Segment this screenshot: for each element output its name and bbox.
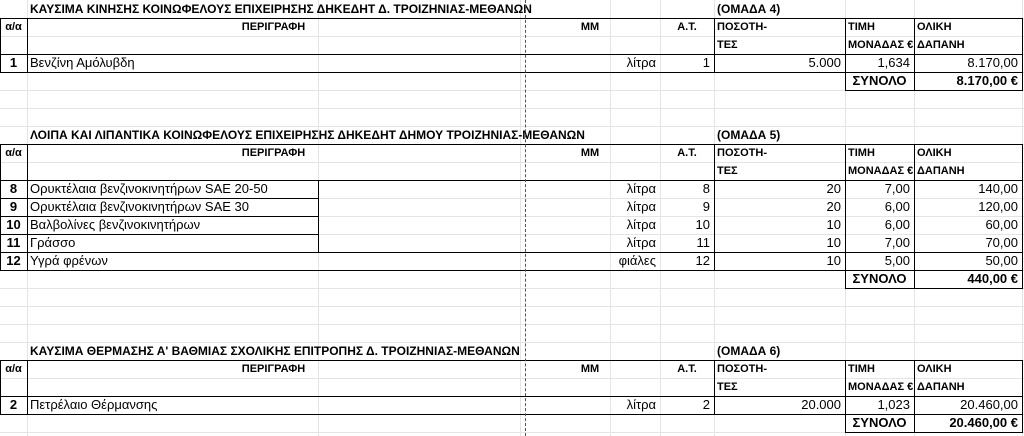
sum-border [845,414,1023,433]
column-border [845,18,846,72]
group-label: (ΟΜΑΔΑ 6) [717,344,781,358]
header-at[interactable]: Α.Τ. [677,147,697,159]
row-number[interactable]: 8 [9,181,18,196]
header-bottom-border [0,396,1023,397]
row-total[interactable]: 50,00 [985,253,1018,268]
table-border [0,360,1023,415]
row-unit-price[interactable]: 6,00 [884,217,910,232]
sum-divider [914,72,915,90]
header-unit-price-2[interactable]: ΜΟΝΑΔΑΣ € [848,39,914,51]
header-total[interactable]: ΟΛΙΚΗ [917,21,952,33]
row-quantity[interactable]: 20.000 [801,397,841,412]
header-description[interactable]: ΠΕΡΙΓΡΑΦΗ [241,363,306,375]
row-description[interactable]: Γράσσο [30,235,76,250]
row-unit-measure[interactable]: λίτρα [626,181,656,196]
header-at[interactable]: Α.Τ. [677,363,697,375]
column-border [714,360,715,414]
row-description[interactable]: Βενζίνη Αμόλυβδη [30,55,135,70]
sum-label[interactable]: ΣΥΝΟΛΟ [852,73,907,88]
row-quantity[interactable]: 5.000 [808,55,841,70]
header-total[interactable]: ΟΛΙΚΗ [917,147,952,159]
row-number[interactable]: 9 [9,199,18,214]
section-title-row [0,126,1024,144]
sum-divider [914,414,915,432]
row-number[interactable]: 11 [6,235,21,250]
header-quantity[interactable]: ΠΟΣΟΤΗ- [717,21,767,33]
group-label: (ΟΜΑΔΑ 4) [717,2,781,16]
section-title-row [0,0,1024,18]
header-at[interactable]: Α.Τ. [677,21,697,33]
column-border [845,360,846,414]
column-border [914,360,915,414]
row-description[interactable]: Ορυκτέλαια βενζινοκινητήρων SAE 20-50 [30,181,268,196]
row-unit-price[interactable]: 7,00 [884,181,910,196]
row-description[interactable]: Βαλβολίνες βενζινοκινητήρων [30,217,201,232]
row-unit-measure[interactable]: λίτρα [626,217,656,232]
gridline-horizontal [0,306,1024,307]
column-border [27,18,28,72]
row-total[interactable]: 60,00 [985,217,1018,232]
row-number[interactable]: 2 [9,397,18,412]
row-description[interactable]: Πετρέλαιο Θέρμανσης [30,397,158,412]
sum-value[interactable]: 20.460,00 € [949,415,1018,430]
row-number[interactable]: 12 [6,253,21,268]
row-quantity[interactable]: 10 [826,235,841,250]
header-unit-price[interactable]: ΤΙΜΗ [848,21,875,33]
header-unit-price-2[interactable]: ΜΟΝΑΔΑΣ € [848,165,914,177]
header-quantity-2[interactable]: ΤΕΣ [717,165,738,177]
header-bottom-border [0,54,1023,55]
header-quantity[interactable]: ΠΟΣΟΤΗ- [717,147,767,159]
header-bottom-border [0,180,1023,181]
sum-border [845,270,1023,289]
sum-divider [914,270,915,288]
column-border [27,360,28,414]
row-at[interactable]: 11 [696,235,710,250]
sum-label[interactable]: ΣΥΝΟΛΟ [852,415,907,430]
header-aa[interactable]: α/α [5,363,22,375]
row-border [0,216,318,217]
section-title: ΚΑΥΣΙΜΑ ΚΙΝΗΣΗΣ ΚΟΙΝΩΦΕΛΟΥΣ ΕΠΙΧΕΙΡΗΣΗΣ ΔΗΚΕΔΗΤ Δ. ΤΡΟΙΖΗΝΙΑΣ-ΜΕΘΑΝΩΝ [30,2,532,16]
header-unit-measure[interactable]: ΜΜ [580,147,600,159]
header-description[interactable]: ΠΕΡΙΓΡΑΦΗ [241,21,306,33]
header-unit-price-2[interactable]: ΜΟΝΑΔΑΣ € [848,381,914,393]
header-aa[interactable]: α/α [5,21,22,33]
sum-label[interactable]: ΣΥΝΟΛΟ [852,271,907,286]
row-border [0,252,1023,253]
sum-value[interactable]: 440,00 € [967,271,1018,286]
row-total[interactable]: 70,00 [985,235,1018,250]
row-total[interactable]: 120,00 [978,199,1018,214]
table-border [0,18,1023,73]
row-unit-measure[interactable]: φιάλες [618,253,656,268]
sum-value[interactable]: 8.170,00 € [956,73,1018,88]
row-total[interactable]: 8.170,00 [967,55,1018,70]
header-description[interactable]: ΠΕΡΙΓΡΑΦΗ [241,147,306,159]
row-number[interactable]: 10 [6,217,21,232]
row-unit-measure[interactable]: λίτρα [626,397,656,412]
header-total-2[interactable]: ΔΑΠΑΝΗ [917,39,965,51]
row-border [0,234,318,235]
row-quantity[interactable]: 20 [826,181,841,196]
row-at[interactable]: 2 [702,397,710,412]
sum-border [845,72,1023,91]
header-unit-price[interactable]: ΤΙΜΗ [848,147,875,159]
row-unit-price[interactable]: 5,00 [884,253,910,268]
row-at[interactable]: 8 [702,181,710,196]
row-unit-measure[interactable]: λίτρα [626,235,656,250]
header-unit-price[interactable]: ΤΙΜΗ [848,363,875,375]
header-unit-measure[interactable]: ΜΜ [580,363,600,375]
section-title-row [0,342,1024,360]
row-number[interactable]: 1 [9,55,18,70]
page-break-line [525,0,526,436]
header-unit-measure[interactable]: ΜΜ [580,21,600,33]
row-description[interactable]: Ορυκτέλαια βενζινοκινητήρων SAE 30 [30,199,249,214]
row-at[interactable]: 10 [695,217,710,232]
inner-column-border [318,180,319,252]
row-at[interactable]: 12 [695,253,710,268]
section-title: ΚΑΥΣΙΜΑ ΘΕΡΜΑΣΗΣ Α' ΒΑΘΜΙΑΣ ΣΧΟΛΙΚΗΣ ΕΠΙΤΡΟΠΗΣ Δ. ΤΡΟΙΖΗΝΙΑΣ-ΜΕΘΑΝΩΝ [30,344,520,358]
header-total-2[interactable]: ΔΑΠΑΝΗ [917,381,965,393]
header-quantity-2[interactable]: ΤΕΣ [717,39,738,51]
row-unit-price[interactable]: 1,023 [877,397,910,412]
group-label: (ΟΜΑΔΑ 5) [717,128,781,142]
row-border [0,198,318,199]
gridline-horizontal [0,108,1024,109]
header-total[interactable]: ΟΛΙΚΗ [917,363,952,375]
column-border [714,18,715,72]
header-aa[interactable]: α/α [5,147,22,159]
row-at[interactable]: 1 [702,55,710,70]
row-unit-price[interactable]: 7,00 [884,235,910,250]
row-total[interactable]: 20.460,00 [960,397,1018,412]
row-unit-measure[interactable]: λίτρα [626,199,656,214]
header-quantity-2[interactable]: ΤΕΣ [717,381,738,393]
header-quantity[interactable]: ΠΟΣΟΤΗ- [717,363,767,375]
row-quantity[interactable]: 10 [826,217,841,232]
row-at[interactable]: 9 [702,199,710,214]
gridline-horizontal [0,324,1024,325]
row-total[interactable]: 140,00 [978,181,1018,196]
section-title: ΛΟΙΠΑ ΚΑΙ ΛΙΠΑΝΤΙΚΑ ΚΟΙΝΩΦΕΛΟΥΣ ΕΠΙΧΕΙΡΗΣΗΣ ΔΗΚΕΔΗΤ ΔΗΜΟΥ ΤΡΟΙΖΗΝΙΑΣ-ΜΕΘΑΝΩΝ [30,128,585,142]
row-quantity[interactable]: 10 [826,253,841,268]
column-border [914,18,915,72]
header-total-2[interactable]: ΔΑΠΑΝΗ [917,165,965,177]
row-unit-price[interactable]: 6,00 [884,199,910,214]
row-quantity[interactable]: 20 [826,199,841,214]
row-description[interactable]: Υγρά φρένων [30,253,108,268]
row-unit-measure[interactable]: λίτρα [626,55,656,70]
row-unit-price[interactable]: 1,634 [877,55,910,70]
